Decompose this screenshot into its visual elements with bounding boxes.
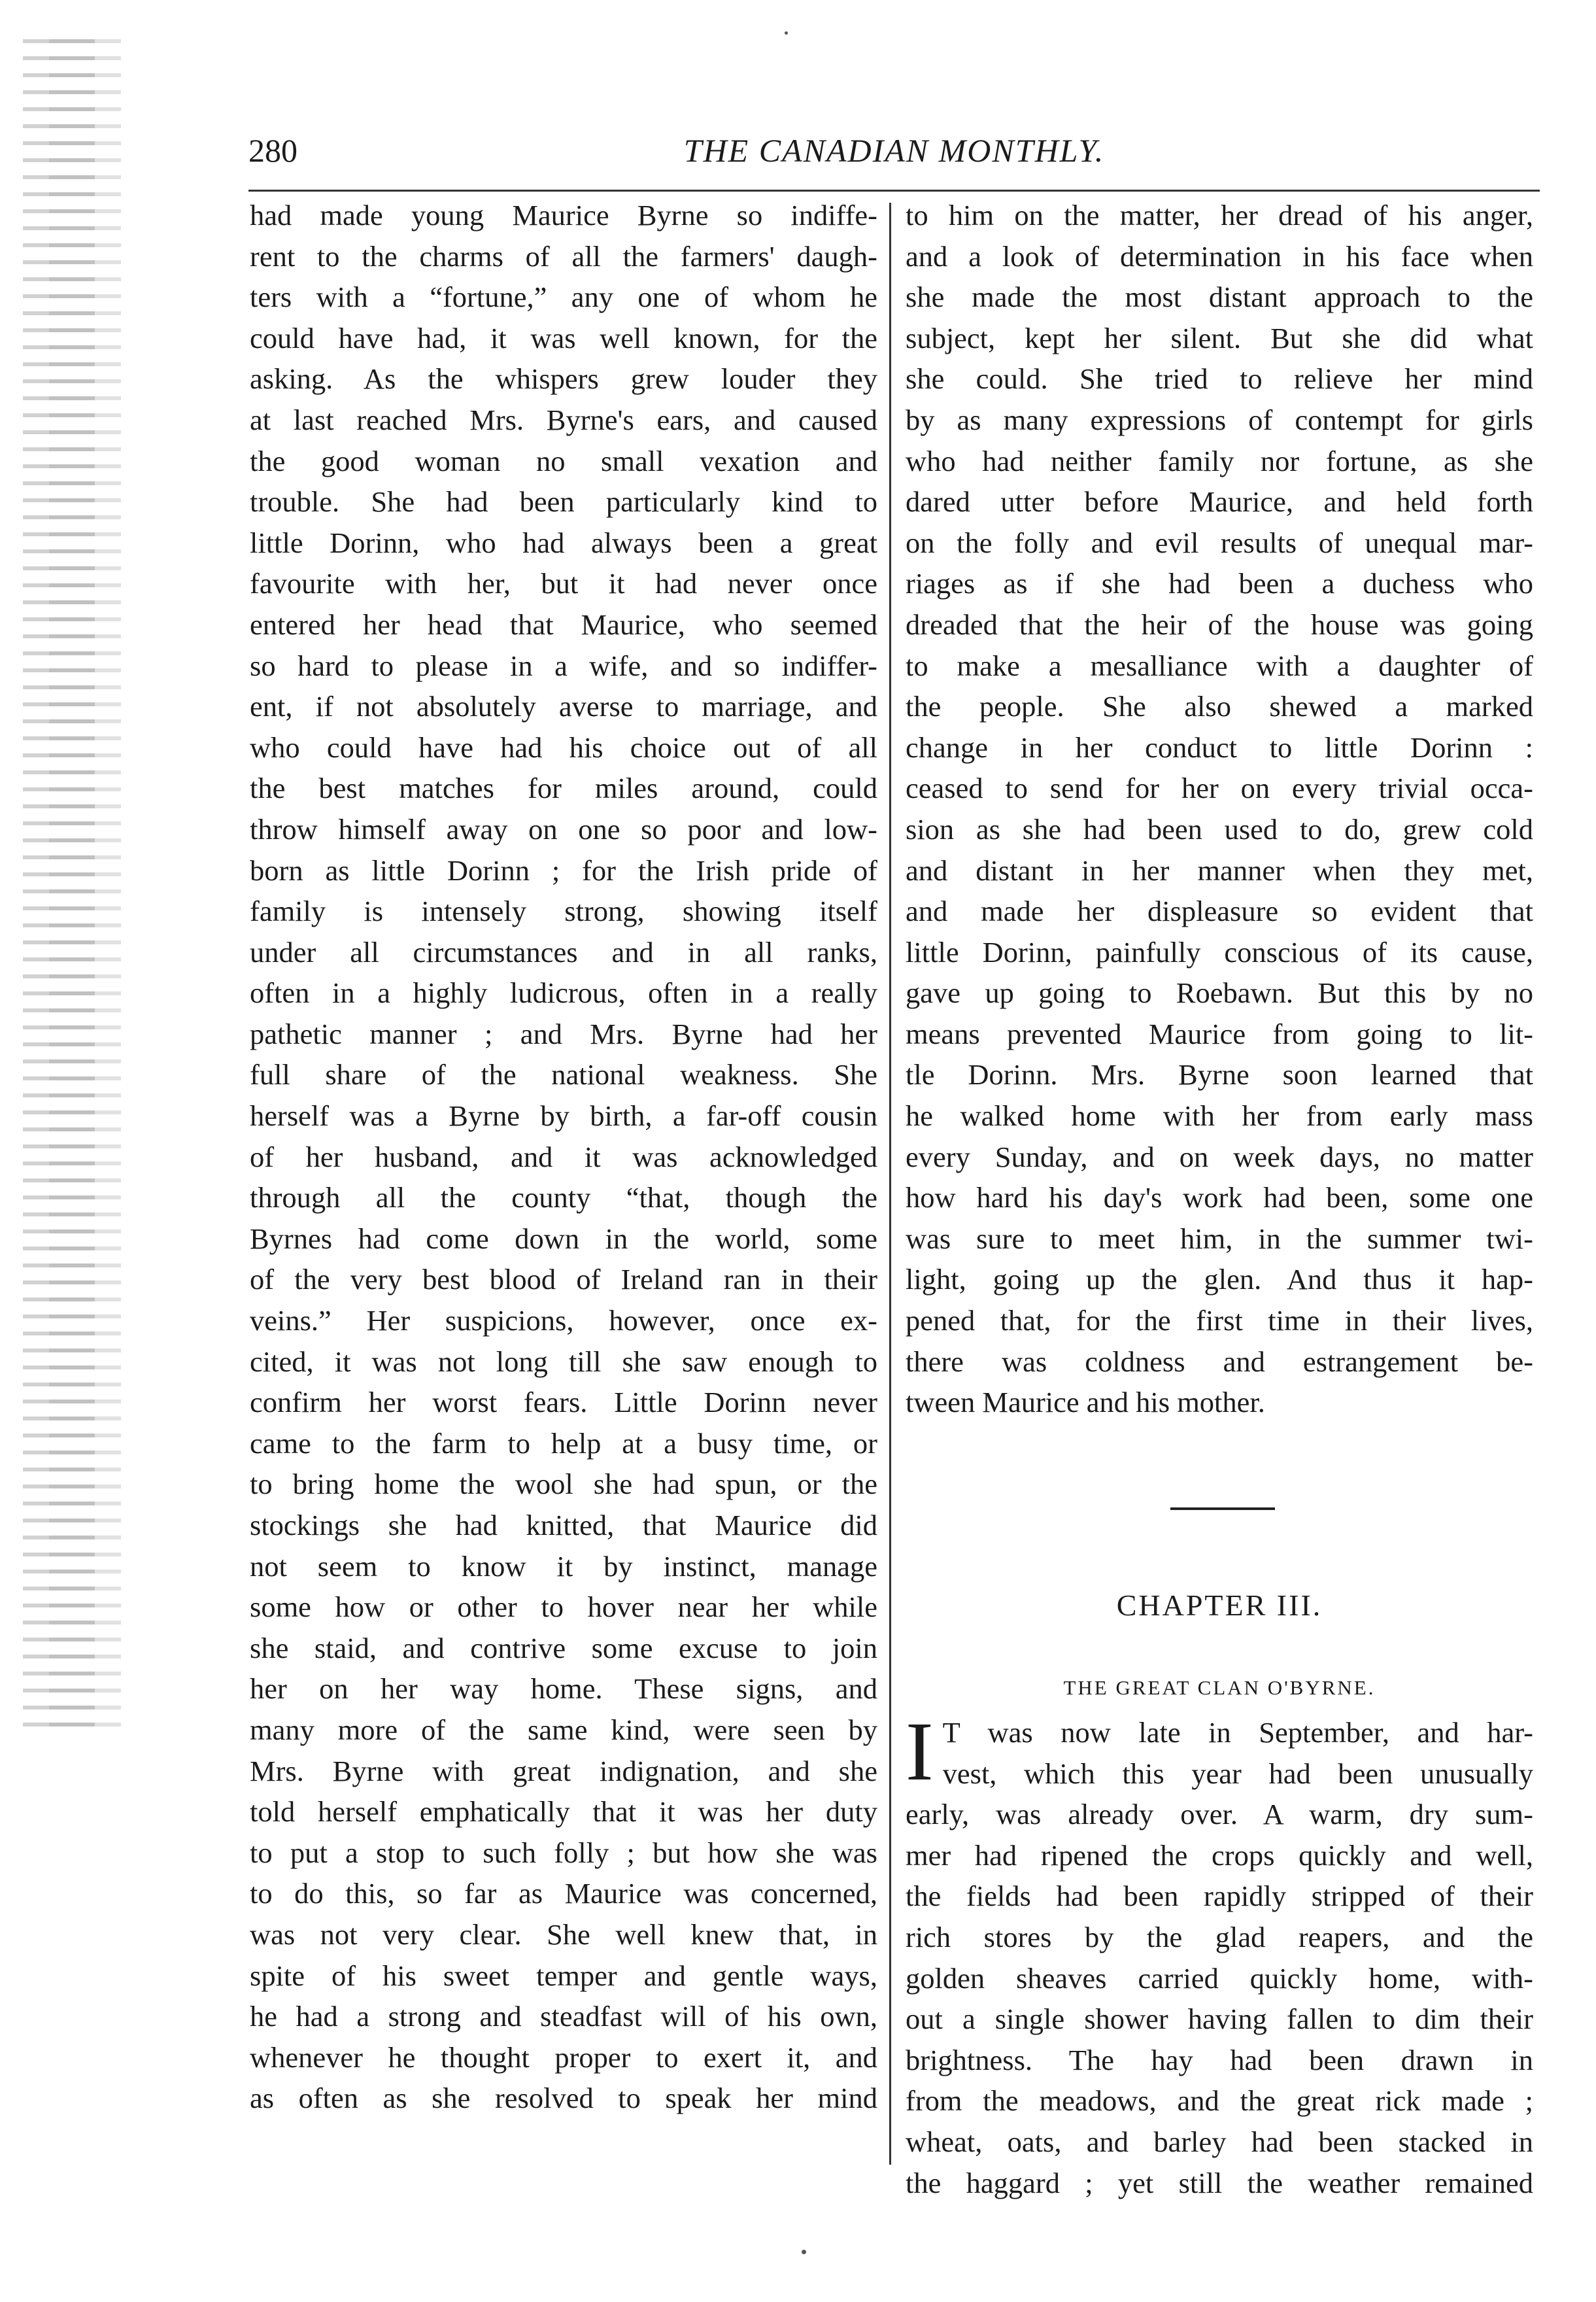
- text-line: to do this, so far as Maurice was concerned,: [250, 1877, 877, 1910]
- text-line: of her husband, and it was acknowledged: [250, 1140, 877, 1173]
- text-line: tle Dorinn. Mrs. Byrne soon learned that: [906, 1058, 1533, 1091]
- text-line: family is intensely strong, showing itself: [250, 895, 877, 928]
- text-line: born as little Dorinn ; for the Irish pride of: [250, 853, 877, 887]
- text-line: by as many expressions of contempt for girls: [906, 403, 1533, 436]
- text-line: there was coldness and estrangement be-: [906, 1345, 1533, 1378]
- text-line: how hard his day's work had been, some one: [906, 1181, 1533, 1214]
- chapter-text: [906, 1705, 1533, 2203]
- text-line: was not very clear. She well knew that, in: [250, 1917, 877, 1951]
- text-line: to make a mesalliance with a daughter of: [906, 649, 1533, 682]
- text-line: ent, if not absolutely averse to marriage, and: [250, 690, 877, 723]
- text-line: early, was already over. A warm, dry sum-: [906, 1798, 1533, 1831]
- text-line: little Dorinn, painfully conscious of its cause,: [906, 935, 1533, 969]
- text-line: she could. She tried to relieve her mind: [906, 362, 1533, 396]
- chapter-heading: CHAPTER III.: [1116, 1589, 1323, 1622]
- text-line: herself was a Byrne by birth, a far-off cousin: [250, 1099, 877, 1133]
- text-line: at last reached Mrs. Byrne's ears, and caused: [250, 403, 877, 436]
- text-line: on the folly and evil results of unequal mar-: [906, 526, 1533, 559]
- text-line: Mrs. Byrne with great indignation, and she: [250, 1754, 877, 1787]
- page-number: 280: [248, 132, 297, 169]
- text-line: who had neither family nor fortune, as she: [906, 444, 1533, 477]
- text-line: from the meadows, and the great rick made ;: [906, 2084, 1533, 2118]
- right-column: [906, 195, 1533, 1423]
- text-line: vest, which this year had been unusually: [942, 1757, 1533, 1790]
- text-line: rent to the charms of all the farmers' daugh-: [250, 239, 877, 273]
- text-line: and distant in her manner when they met,: [906, 853, 1533, 887]
- text-line: came to the farm to help at a busy time, or: [250, 1426, 877, 1460]
- text-line: means prevented Maurice from going to lit-: [906, 1017, 1533, 1050]
- text-line: the people. She also shewed a marked: [906, 690, 1533, 723]
- text-line: ters with a “fortune,” any one of whom he: [250, 281, 877, 314]
- column-divider: [889, 203, 891, 2165]
- text-line: every Sunday, and on week days, no matter: [906, 1140, 1533, 1173]
- text-line: and made her displeasure so evident that: [906, 895, 1533, 928]
- text-line: so hard to please in a wife, and so indiffer-: [250, 649, 877, 682]
- text-line: to bring home the wool she had spun, or the: [250, 1468, 877, 1501]
- header-rule: [248, 190, 1540, 192]
- text-line: was sure to meet him, in the summer twi-: [906, 1222, 1533, 1255]
- text-line: many more of the same kind, were seen by: [250, 1713, 877, 1746]
- text-line: T was now late in September, and har-: [942, 1716, 1533, 1749]
- scan-speck: [802, 2250, 806, 2254]
- text-line: mer had ripened the crops quickly and well,: [906, 1838, 1533, 1872]
- text-line: to put a stop to such folly ; but how she was: [250, 1836, 877, 1869]
- text-line: dared utter before Maurice, and held forth: [906, 485, 1533, 519]
- text-line: little Dorinn, who had always been a great: [250, 526, 877, 559]
- text-line: the best matches for miles around, could: [250, 772, 877, 805]
- text-line: whenever he thought proper to exert it, and: [250, 2040, 877, 2074]
- text-line: some how or other to hover near her while: [250, 1590, 877, 1624]
- text-line: her on her way home. These signs, and: [250, 1672, 877, 1706]
- text-line: entered her head that Maurice, who seemed: [250, 608, 877, 641]
- text-line: Byrnes had come down in the world, some: [250, 1222, 877, 1255]
- text-line: of the very best blood of Ireland ran in their: [250, 1263, 877, 1296]
- text-line: out a single shower having fallen to dim their: [906, 2002, 1533, 2036]
- text-line: as often as she resolved to speak her mind: [250, 2082, 877, 2115]
- chapter-subtitle: THE GREAT CLAN O'BYRNE.: [1063, 1676, 1376, 1699]
- text-line: trouble. She had been particularly kind to: [250, 485, 877, 519]
- text-line: the fields had been rapidly stripped of their: [906, 1880, 1533, 1913]
- text-line: tween Maurice and his mother.: [906, 1386, 1265, 1419]
- text-line: full share of the national weakness. She: [250, 1058, 877, 1091]
- text-line: who could have had his choice out of all: [250, 730, 877, 764]
- text-line: sion as she had been used to do, grew cold: [906, 812, 1533, 846]
- text-line: pathetic manner ; and Mrs. Byrne had her: [250, 1017, 877, 1050]
- text-line: through all the county “that, though the: [250, 1181, 877, 1214]
- drop-cap: I: [906, 1705, 934, 1798]
- text-line: the good woman no small vexation and: [250, 444, 877, 477]
- text-line: confirm her worst fears. Little Dorinn never: [250, 1386, 877, 1419]
- scan-speck: [785, 31, 788, 35]
- text-line: subject, kept her silent. But she did what: [906, 321, 1533, 354]
- text-line: often in a highly ludicrous, often in a really: [250, 976, 877, 1010]
- text-line: could have had, it was well known, for the: [250, 321, 877, 354]
- left-column: [250, 195, 877, 2119]
- text-line: spite of his sweet temper and gentle ways,: [250, 1959, 877, 1992]
- text-line: veins.” Her suspicions, however, once ex-: [250, 1304, 877, 1337]
- text-line: she made the most distant approach to the: [906, 281, 1533, 314]
- text-line: he had a strong and steadfast will of his own,: [250, 2000, 877, 2033]
- text-line: brightness. The hay had been drawn in: [906, 2043, 1533, 2076]
- text-line: gave up going to Roebawn. But this by no: [906, 976, 1533, 1010]
- text-line: light, going up the glen. And thus it hap-: [906, 1263, 1533, 1296]
- text-line: ceased to send for her on every trivial occa-: [906, 772, 1533, 805]
- text-line: and a look of determination in his face when: [906, 239, 1533, 273]
- text-line: cited, it was not long till she saw enough to: [250, 1345, 877, 1378]
- text-line: pened that, for the first time in their lives,: [906, 1304, 1533, 1337]
- text-line: riages as if she had been a duchess who: [906, 567, 1533, 600]
- text-line: told herself emphatically that it was her duty: [250, 1795, 877, 1829]
- text-line: the haggard ; yet still the weather remained: [906, 2166, 1533, 2199]
- text-line: not seem to know it by instinct, manage: [250, 1549, 877, 1583]
- chapter-separator-rule: [1170, 1507, 1275, 1510]
- text-line: wheat, oats, and barley had been stacked in: [906, 2125, 1533, 2158]
- text-line: favourite with her, but it had never once: [250, 567, 877, 600]
- text-line: rich stores by the glad reapers, and the: [906, 1920, 1533, 1953]
- text-line: under all circumstances and in all ranks,: [250, 935, 877, 969]
- text-line: throw himself away on one so poor and low-: [250, 812, 877, 846]
- text-line: dreaded that the heir of the house was going: [906, 608, 1533, 641]
- scan-artifact-left-2: [49, 39, 121, 1740]
- text-line: asking. As the whispers grew louder they: [250, 362, 877, 396]
- text-line: stockings she had knitted, that Maurice did: [250, 1509, 877, 1541]
- text-line: to him on the matter, her dread of his anger,: [906, 199, 1533, 232]
- text-line: she staid, and contrive some excuse to join: [250, 1631, 877, 1664]
- text-line: he walked home with her from early mass: [906, 1099, 1533, 1133]
- text-line: had made young Maurice Byrne so indiffe-: [250, 199, 877, 232]
- text-line: change in her conduct to little Dorinn :: [906, 730, 1533, 764]
- journal-title: THE CANADIAN MONTHLY.: [683, 132, 1105, 169]
- text-line: golden sheaves carried quickly home, with-: [906, 1961, 1533, 1995]
- running-head: [248, 128, 1540, 173]
